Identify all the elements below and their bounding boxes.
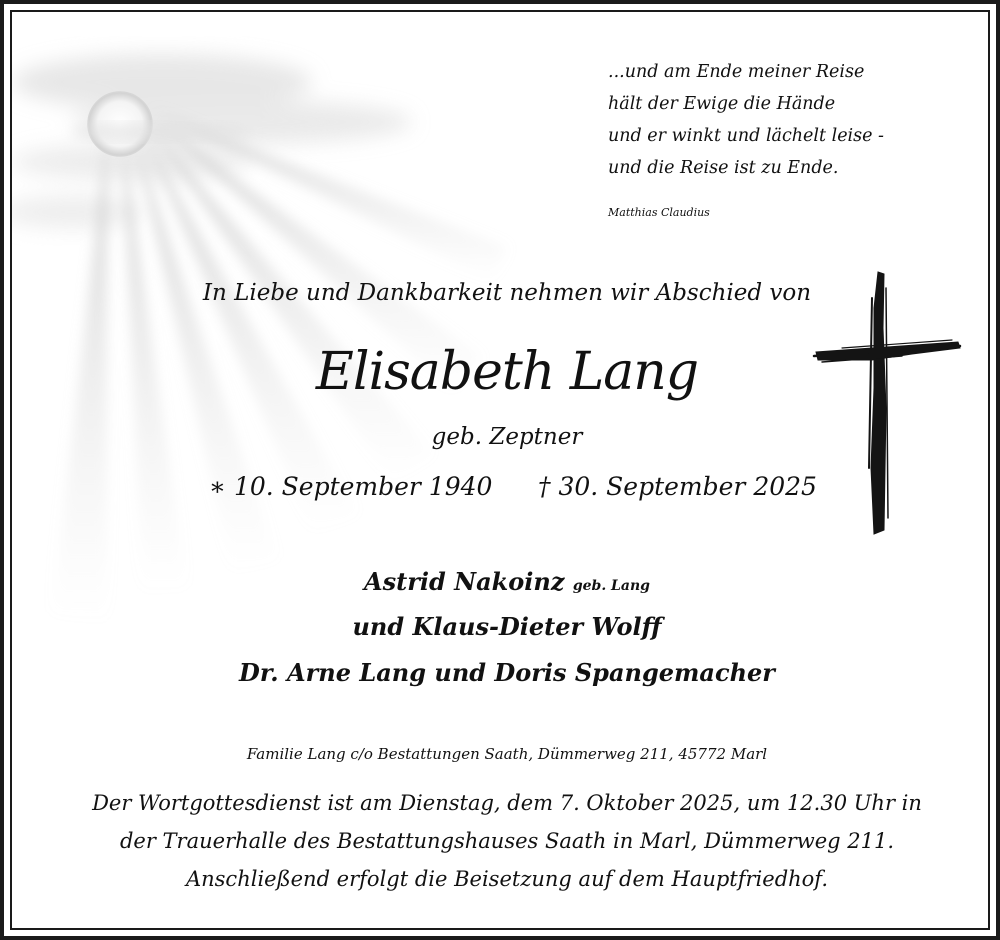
sun-rays-illustration (12, 12, 532, 652)
service-line-1: Der Wortgottesdienst ist am Dienstag, dem 7. Oktober 2025, um 12.30 Uhr in (92, 791, 922, 815)
poem-line-3: und er winkt und lächelt leise - (608, 126, 884, 146)
mourner-name: Astrid Nakoinz (364, 567, 565, 596)
burial-info: Anschließend erfolgt die Beisetzung auf dem Hauptfriedhof. (185, 867, 829, 891)
poem-line-4: und die Reise ist zu Ende. (608, 158, 839, 178)
service-info (12, 784, 990, 860)
death-date: † 30. September 2025 (538, 472, 817, 501)
poem (608, 56, 938, 184)
service-line-2: der Trauerhalle des Bestattungshauses Saath in Marl, Dümmerweg 211. (119, 829, 895, 853)
cross-icon (812, 268, 962, 538)
maiden-name: geb. Zeptner (431, 424, 583, 450)
farewell-intro: In Liebe und Dankbarkeit nehmen wir Abschied von (202, 280, 812, 306)
notice-inner-border (10, 10, 990, 930)
poem-line-1: ...und am Ende meiner Reise (608, 62, 865, 82)
family-address: Familie Lang c/o Bestattungen Saath, Dümmerweg 211, 45772 Marl (246, 745, 768, 763)
mourner-line-3: Dr. Arne Lang und Doris Spangemacher (239, 658, 775, 687)
mourner-maiden-note: geb. Lang (572, 578, 650, 594)
mourner-line-2: und Klaus-Dieter Wolff (352, 612, 662, 641)
birth-date: ∗ 10. September 1940 (209, 472, 493, 501)
poem-line-2: hält der Ewige die Hände (608, 94, 836, 114)
deceased-name: Elisabeth Lang (315, 342, 699, 402)
mourner-line-1 (12, 567, 990, 596)
poem-author: Matthias Claudius (608, 206, 710, 219)
